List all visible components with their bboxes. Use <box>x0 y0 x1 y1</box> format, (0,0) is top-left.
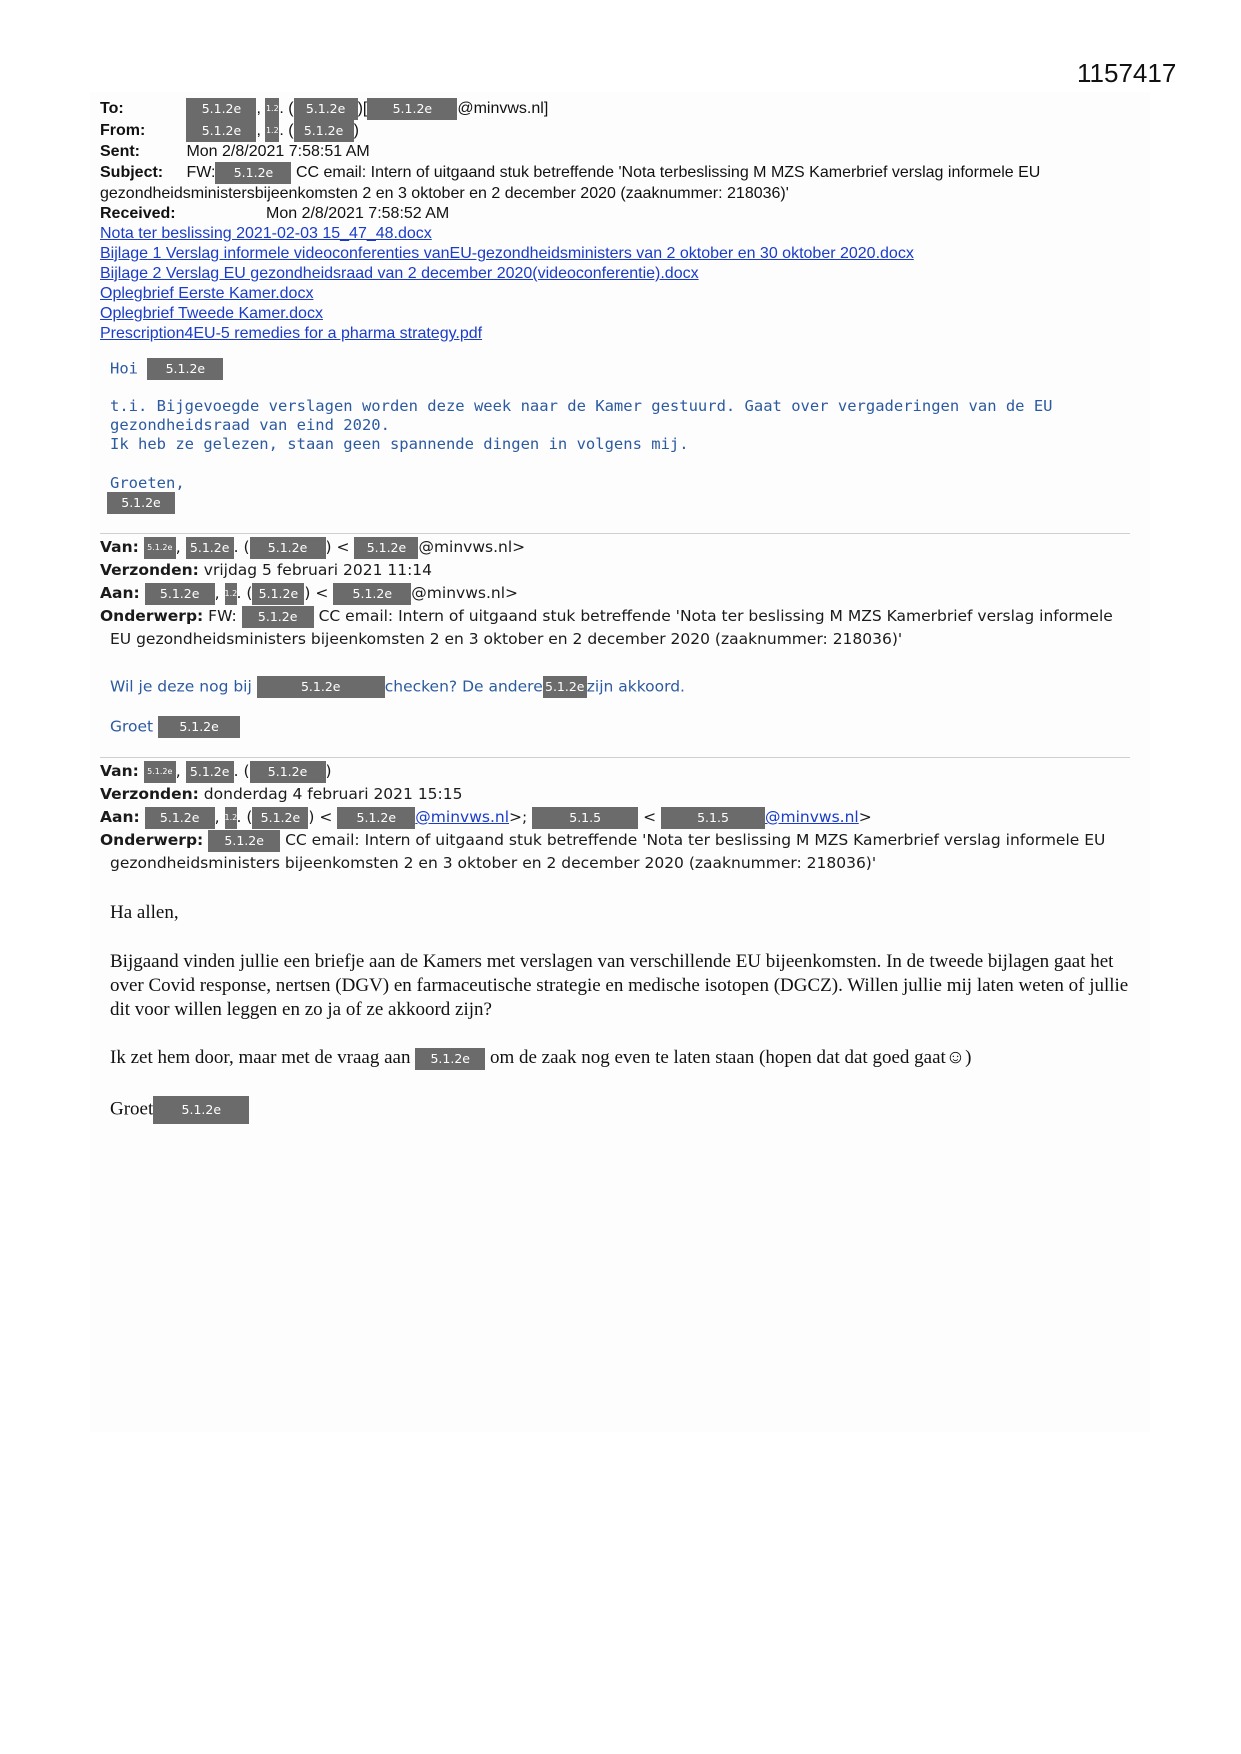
redaction: 5.1.2e <box>186 537 234 559</box>
separator <box>100 533 1130 534</box>
redaction: 5.1.5 <box>661 807 765 829</box>
aan-row: Aan: 5.1.2e , 1.2. ( 5.1.2e ) < 5.1.2e @minvws.nl>; 5.1.5 < 5.1.5 @minvws.nl> <box>100 806 1140 829</box>
verzonden-row <box>100 783 1140 806</box>
van-suffix: @minvws.nl> <box>418 538 526 556</box>
redaction: 5.1.2e <box>158 716 240 738</box>
redaction: 5.1.2e <box>367 98 457 120</box>
redaction: 5.1.2e <box>242 606 314 628</box>
redaction: 5.1.2e <box>415 1048 485 1070</box>
van-label: Van: <box>100 762 139 780</box>
message1-closing: Groeten, <box>110 474 185 492</box>
verzonden-value: vrijdag 5 februari 2021 11:14 <box>203 561 433 579</box>
message3-header <box>100 760 1140 875</box>
redaction: 5.1.2e <box>294 98 358 120</box>
onderwerp-text1: CC email: Intern of uitgaand stuk betreffende 'Nota ter beslissing M MZS Kamerbrief verslag informele <box>318 607 1113 625</box>
subject-label: Subject: <box>100 164 164 182</box>
message1-signature <box>107 492 175 514</box>
redaction: 5.1.2e <box>144 537 176 559</box>
redaction: 5.1.2e <box>186 761 234 783</box>
from-label: From: <box>100 122 146 140</box>
redaction: 5.1.2e <box>147 358 223 380</box>
onderwerp-text2: gezondheidsministers bijeenkomsten 2 en 3 oktober en 2 december 2020 (zaaknummer: 218036)' <box>110 854 877 872</box>
redaction: 1.2 <box>225 583 237 605</box>
van-label: Van: <box>100 538 139 556</box>
message1-line1: t.i. Bijgevoegde verslagen worden deze week naar de Kamer gestuurd. Gaat over vergaderingen van de EU gezondheidsraad van eind 2020. <box>110 397 1053 434</box>
message2-header <box>100 536 1140 651</box>
redaction: 5.1.5 <box>532 807 638 829</box>
redaction: 5.1.2e <box>153 1096 249 1124</box>
redaction: 5.1.2e <box>333 583 411 605</box>
redaction: 5.1.2e <box>215 162 291 184</box>
onderwerp-text2: EU gezondheidsministers bijeenkomsten 2 en 3 oktober en 2 december 2020 (zaaknummer: 218036)' <box>110 630 903 648</box>
document-number: 1157417 <box>1077 58 1177 88</box>
subject-prefix: FW: <box>186 164 216 182</box>
attachment-link[interactable]: Oplegbrief Eerste Kamer.docx <box>100 285 314 302</box>
from-row: From: 5.1.2e , 1.2. ( 5.1.2e ) <box>100 120 1140 142</box>
message3-para2 <box>110 1046 1140 1070</box>
verzonden-label: Verzonden: <box>100 561 199 579</box>
message3-closing-row <box>110 1096 1140 1124</box>
redaction: 1.2 <box>265 120 279 142</box>
van-row: Van: 5.1.2e , 5.1.2e . ( 5.1.2e ) < 5.1.2e @minvws.nl> <box>100 536 1140 559</box>
onderwerp-label: Onderwerp: <box>100 607 204 625</box>
message3-para1: Bijgaand vinden jullie een briefje aan de Kamers met verslagen van verschillende EU bijeenkomsten. In de tweede bijlagen gaat het over Covid response, nertsen (DGV) en farmaceutische strategie en medische isotopen (DGCZ). Willen jullie mij laten weten of jullie dit voor willen leggen en zo ja of ze akkoord zijn? <box>110 951 1129 1020</box>
message1-body <box>110 397 1140 454</box>
email-link[interactable]: @minvws.nl <box>765 808 859 826</box>
van-row: Van: 5.1.2e , 5.1.2e . ( 5.1.2e ) <box>100 760 1140 783</box>
aan-label: Aan: <box>100 584 140 602</box>
redaction: 5.1.2e <box>250 761 326 783</box>
redaction: 1.2 <box>225 807 237 829</box>
verzonden-label: Verzonden: <box>100 785 199 803</box>
redaction: 5.1.2e <box>252 583 304 605</box>
message1-greeting-row <box>110 358 223 380</box>
onderwerp-label: Onderwerp: <box>100 831 204 849</box>
received-row <box>100 204 1140 224</box>
attachment-link[interactable]: Prescription4EU-5 remedies for a pharma strategy.pdf <box>100 325 483 342</box>
sent-label: Sent: <box>100 143 140 160</box>
received-value: Mon 2/8/2021 7:58:52 AM <box>266 205 450 222</box>
received-label: Received: <box>100 205 176 222</box>
attachment-link[interactable]: Bijlage 2 Verslag EU gezondheidsraad van 2 december 2020(videoconferentie).docx <box>100 265 699 282</box>
redaction: 5.1.2e <box>107 492 175 514</box>
sent-row <box>100 142 1140 162</box>
redaction: 5.1.2e <box>186 98 256 120</box>
message2-closing-row <box>110 716 1140 738</box>
message1-line2: Ik heb ze gelezen, staan geen spannende dingen in volgens mij. <box>110 435 689 453</box>
message2-body <box>110 676 1140 698</box>
message3-closing: Groet <box>110 1098 154 1120</box>
message2-text-2: checken? De andere <box>384 677 543 696</box>
verzonden-value: donderdag 4 februari 2021 15:15 <box>203 785 463 803</box>
aan-row: Aan: 5.1.2e , 1.2. ( 5.1.2e ) < 5.1.2e @minvws.nl> <box>100 582 1140 605</box>
message1-greeting: Hoi <box>110 359 138 378</box>
attachment-link[interactable]: Oplegbrief Tweede Kamer.docx <box>100 305 323 322</box>
message3-para2a: Ik zet hem door, maar met de vraag aan <box>110 1047 411 1068</box>
redaction: 5.1.2e <box>144 761 176 783</box>
redaction: 5.1.2e <box>145 583 215 605</box>
message2-text-1: Wil je deze nog bij <box>110 677 252 696</box>
to-row: To: 5.1.2e , 1.2. ( 5.1.2e )[ 5.1.2e @minvws.nl] <box>100 98 1140 120</box>
subject-text: CC email: Intern of uitgaand stuk betreffende 'Nota terbeslissing M MZS Kamerbrief verslag informele EU gezondheidsministersbijeenkomsten 2 en 3 oktober en 2 december 2020 (zaaknummer: 218036)' <box>100 164 1041 202</box>
redaction: 5.1.2e <box>250 537 326 559</box>
redaction: 5.1.2e <box>294 120 354 142</box>
aan-suffix: @minvws.nl> <box>411 584 518 602</box>
redaction: 5.1.2e <box>186 120 256 142</box>
separator <box>100 757 1130 758</box>
onderwerp-prefix: FW: <box>208 607 237 625</box>
redaction: 1.2 <box>265 98 279 120</box>
redaction: 5.1.2e <box>257 676 385 698</box>
redaction: 5.1.2e <box>337 807 415 829</box>
redaction: 5.1.2e <box>354 537 418 559</box>
message3-para2b: om de zaak nog even te laten staan (hopen dat dat goed gaat☺) <box>489 1047 972 1068</box>
attachment-link[interactable]: Nota ter beslissing 2021-02-03 15_47_48.docx <box>100 225 432 242</box>
subject-row <box>100 162 1140 204</box>
onderwerp-row <box>100 829 1140 852</box>
aan-label: Aan: <box>100 808 140 826</box>
onderwerp-text1: CC email: Intern of uitgaand stuk betreffende 'Nota ter beslissing M MZS Kamerbrief verslag informele EU <box>285 831 1106 849</box>
to-suffix: @minvws.nl] <box>457 100 549 118</box>
attachment-list <box>100 224 1140 344</box>
redaction: 5.1.2e <box>145 807 215 829</box>
attachment-link[interactable]: Bijlage 1 Verslag informele videoconferenties vanEU-gezondheidsministers van 2 oktober en 30 oktober 2020.docx <box>100 245 914 262</box>
to-label: To: <box>100 100 124 118</box>
email-link[interactable]: @minvws.nl <box>415 808 510 826</box>
message3-greeting: Ha allen, <box>110 902 179 923</box>
redaction: 5.1.2e <box>543 676 587 698</box>
verzonden-row <box>100 559 1140 582</box>
redaction: 5.1.2e <box>252 807 308 829</box>
onderwerp-row <box>100 605 1140 628</box>
email-header <box>100 98 1140 344</box>
sent-value: Mon 2/8/2021 7:58:51 AM <box>186 143 370 160</box>
message2-text-3: zijn akkoord. <box>586 677 685 696</box>
redaction: 5.1.2e <box>208 830 280 852</box>
message2-closing: Groet <box>110 717 154 736</box>
